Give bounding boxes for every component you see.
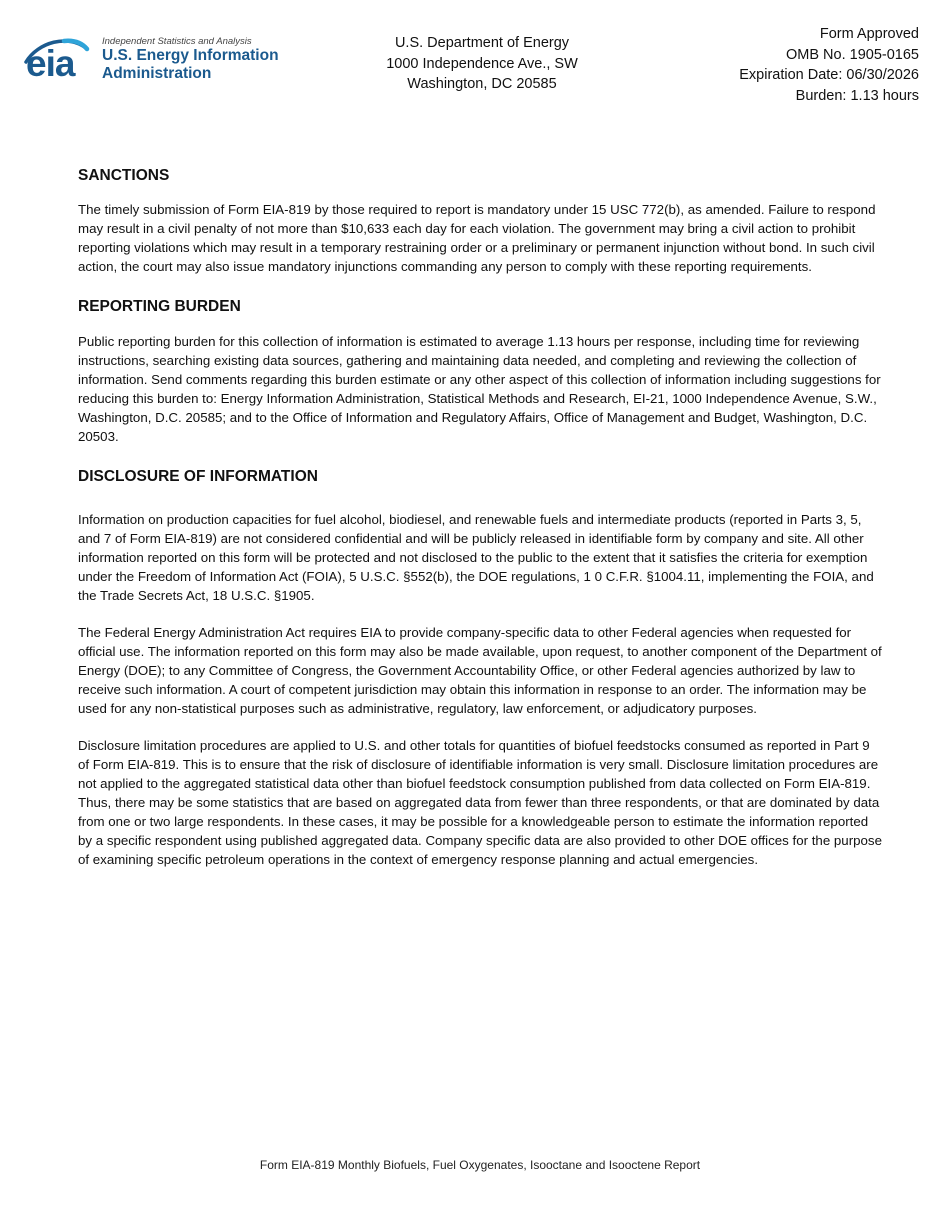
form-approval-block <box>739 24 919 106</box>
burden-hours: Burden: 1.13 hours <box>795 87 919 104</box>
reporting-burden-paragraph: Public reporting burden for this collection of information is estimated to average 1.13 hours per response, including time for reviewing instructions, searching existing data sources, gathering and maintaining data needed, and completing and reviewing the collection of information. Send comments regarding this burden estimate or any other aspect of this collection of information including suggestions for reducing this burden to: Energy Information Administration, Statistical Methods and Research, EI-21, 1000 Independence Avenue, S.W., Washington, D.C. 20585; and to the Office of Information and Regulatory Affairs, Office of Management and Budget, Washington, D.C. 20503. <box>78 334 881 444</box>
logo-name-line2: Administration <box>102 65 212 82</box>
reporting-burden-heading: REPORTING BURDEN <box>78 298 241 315</box>
logo-mark: eia <box>26 43 75 84</box>
disclosure-heading: DISCLOSURE OF INFORMATION <box>78 468 318 485</box>
department-address <box>352 33 612 95</box>
department-name: U.S. Department of Energy <box>394 35 570 51</box>
disclosure-paragraph-2: The Federal Energy Administration Act requires EIA to provide company-specific data to other Federal agencies when requested for official use. The information reported on this form may also be made available, upon request, to another component of the Department of Energy (DOE); to any Committee of Congress, the Government Accountability Office, or other Federal agencies authorized by law to receive such information. A court of competent jurisdiction may obtain this information in response to an order. The information may be used for any non-statistical purposes such as administrative, regulatory, law enforcement, or adjudicatory purposes. <box>78 625 882 716</box>
expiration-date: Expiration Date: 06/30/2026 <box>739 67 919 83</box>
logo-tagline: Independent Statistics and Analysis <box>102 36 252 47</box>
department-street: 1000 Independence Ave., SW <box>386 55 578 72</box>
omb-number: OMB No. 1905-0165 <box>786 46 919 63</box>
department-city: Washington, DC 20585 <box>407 76 557 92</box>
eia-logo <box>24 36 294 86</box>
sanctions-paragraph: The timely submission of Form EIA-819 by those required to report is mandatory under 15 USC 772(b), as amended. Failure to respond may result in a civil penalty of not more than $10,633 each day for each violation. The government may bring a civil action to prohibit reporting violations which may result in a temporary restraining order or a preliminary or permanent injunction without bond. In such civil action, the court may also issue mandatory injunctions commanding any person to comply with these reporting requirements. <box>78 202 876 274</box>
sanctions-heading: SANCTIONS <box>78 167 170 184</box>
logo-name-line1: U.S. Energy Information <box>102 47 279 64</box>
document-body <box>78 166 884 887</box>
page-footer: Form EIA-819 Monthly Biofuels, Fuel Oxygenates, Isooctane and Isooctene Report <box>259 1158 701 1172</box>
logo-text <box>102 36 279 83</box>
form-approved-label: Form Approved <box>819 26 919 42</box>
disclosure-paragraph-3: Disclosure limitation procedures are applied to U.S. and other totals for quantities of biofuel feedstocks consumed as reported in Part 9 of Form EIA-819. This is to ensure that the risk of disclosure of identifiable information is very small. Disclosure limitation procedures are not applied to the aggregated statistical data other than biofuel feedstock consumption published from data collected on Form EIA-819. Thus, there may be some statistics that are based on aggregated data from fewer than three respondents, or that are dominated by data from one or two large respondents. In these cases, it may be possible for a knowledgeable person to estimate the information reported by a specific respondent using published aggregated data. Company specific data are also provided to other DOE offices for the purpose of examining specific petroleum operations in the context of emergency response planning and actual emergencies. <box>78 738 882 867</box>
disclosure-paragraph-1: Information on production capacities for fuel alcohol, biodiesel, and renewable fuels and intermediate products (reported in Parts 3, 5, and 7 of Form EIA-819) are not considered confidential and will be publicly released in identifiable form by company and site. All other information reported on this form will be protected and not disclosed to the public to the extent that it satisfies the criteria for exemption under the Freedom of Information Act (FOIA), 5 U.S.C. §552(b), the DOE regulations, 1 0 C.F.R. §1004.11, implementing the FOIA, and the Trade Secrets Act, 18 U.S.C. §1905. <box>78 512 874 603</box>
